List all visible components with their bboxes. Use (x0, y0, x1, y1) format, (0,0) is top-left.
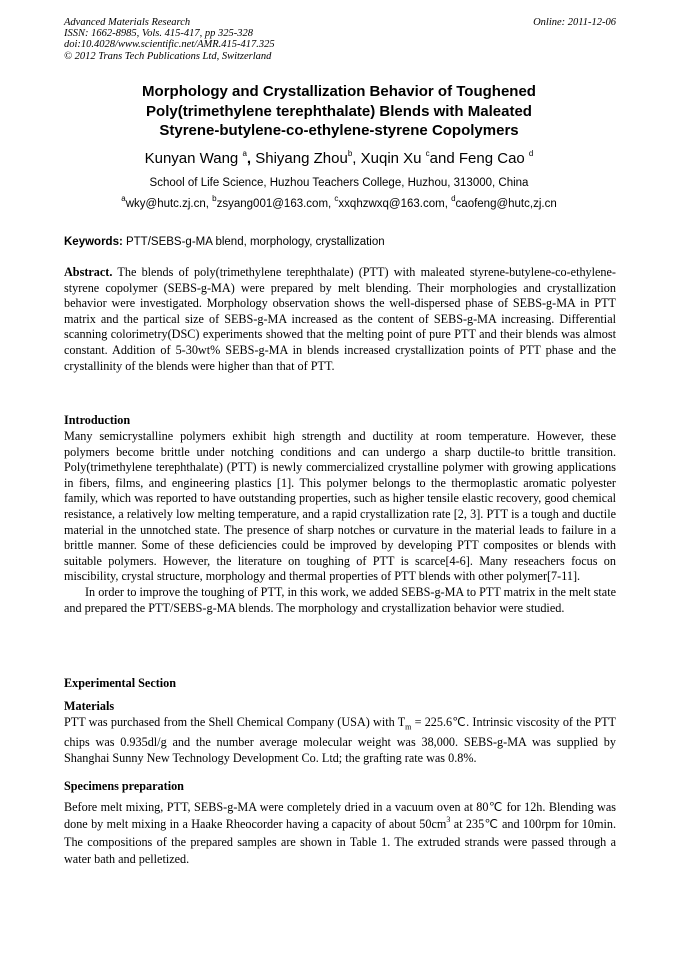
author-1: Kunyan Wang (144, 150, 243, 167)
affiliation: School of Life Science, Huzhou Teachers College, Huzhou, 313000, China (149, 177, 529, 189)
abstract-text: The blends of poly(trimethylene terephthalate) (PTT) with maleated styrene-butylene-co-ethylene-styrene copolymer (SEBS-g-MA) were prepared by melt blending. Their morphologies and crystallization behavior were investigated. Morphology observation shows the well-dispersed phase of SEBS-g-MA in PTT matrix and the partical size of SEBS-g-MA increased as the content of SEBS-g-MA increasing. Differential scanning colorimetry(DSC) experiments showed that the melting point of pure PTT and their blends was almost constant. Addition of 5-30wt% SEBS-g-MA in blends increased crystallization points of PTT phase and the crystallinity of the blends were higher than that of PTT. (64, 265, 616, 373)
prep-text-a: Before melt mixing, PTT, SEBS-g-MA were completely dried in a vacuum oven at 80℃ for 12h. Blending was done by melt mixing in a Haake Rheocorder having a capacity of about 50cm (64, 800, 616, 832)
materials-text (64, 715, 616, 766)
paper-title (60, 82, 618, 141)
materials-text-a: PTT was purchased from the Shell Chemical Company (USA) with T (64, 715, 406, 729)
author-3-mark: c (425, 149, 430, 158)
email-list (60, 194, 618, 212)
doi-line: doi:10.4028/www.scientific.net/AMR.415-417.325 (64, 39, 275, 51)
issn-line: ISSN: 1662-8985, Vols. 415-417, pp 325-328 (64, 28, 253, 40)
cm3-superscript: 3 (446, 815, 451, 825)
online-date: Online: 2011-12-06 (533, 17, 616, 28)
author-4: Feng Cao (458, 150, 529, 167)
author-separator: and (429, 150, 459, 167)
copyright-line: © 2012 Trans Tech Publications Ltd, Switzerland (64, 50, 272, 62)
title-line-1: Morphology and Crystallization Behavior of Toughened (142, 83, 536, 100)
journal-name: Advanced Materials Research (64, 17, 191, 28)
keywords (64, 235, 616, 249)
keywords-text: PTT/SEBS-g-MA blend, morphology, crystallization (122, 236, 385, 248)
author-3: Xuqin Xu (360, 150, 426, 167)
email-2-mark: b (212, 194, 217, 204)
introduction-paragraph-2: In order to improve the toughing of PTT, in this work, we added SEBS-g-MA to PTT matrix in the melt state and prepared the PTT/SEBS-g-MA blends. The morphology and crystallization behavior were studied. (64, 584, 616, 615)
author-2-mark: b (347, 149, 353, 158)
materials-text-b: = 225.6℃. Intrinsic viscosity of the PTT chips was 0.935dl/g and the number average molecular weight was 38,000. SEBS-g-MA was supplied by Shanghai Sunny New Technology Development Co. Ltd; the grafting rate was 0.8%. (64, 715, 616, 765)
experimental-heading: Experimental Section (64, 676, 177, 690)
specimens-preparation-text (64, 799, 616, 868)
tm-subscript: m (405, 722, 412, 732)
email-3[interactable]: xxqhzwxq@163.com, (338, 198, 452, 210)
email-2[interactable]: zsyang001@163.com, (216, 198, 335, 210)
introduction-heading: Introduction (64, 413, 131, 427)
title-line-2: Poly(trimethylene terephthalate) Blends with Maleated (146, 102, 532, 120)
abstract (64, 265, 616, 374)
title-line-3: Styrene-butylene-co-ethylene-styrene Copolymers (159, 122, 519, 139)
author-separator: , (352, 150, 361, 167)
author-list (60, 150, 618, 168)
email-1-mark: a (121, 194, 126, 204)
email-3-mark: c (334, 194, 339, 204)
introduction-body (64, 429, 616, 616)
specimens-preparation-heading: Specimens preparation (64, 779, 184, 793)
author-separator: , (246, 150, 256, 167)
prep-text-b: at 235℃ and 100rpm for 10min. The compositions of the prepared samples are shown in Table 1. The extruded strands were passed through a water bath and pelletized. (64, 817, 617, 866)
email-4-mark: d (451, 194, 456, 204)
journal-info (64, 17, 275, 62)
email-4[interactable]: caofeng@hutc,zj.cn (455, 198, 557, 210)
introduction-paragraph-1: Many semicrystalline polymers exhibit high strength and ductility at room temperature. However, these polymers become brittle under notching conditions and can undergo a sharp ductile-to brittle transition. Poly(trimethylene terephthalate) (PTT) is newly commercialized crystalline polymer with growing applications in fibers, films, and engineering plastics [1]. This polymer belongs to the thermoplastic aromatic polyester family, which was reported to have outstanding properties, such as higher tensile elastic recovery, good chemical resistance, a relatively low melting temperature, and a rapid crystallization rate [2, 3]. PTT is a tough and ductile material in the unnotched state. The presence of sharp notches or curvature in the material leads to failure in a brittle manner. Some of these deficiencies could be improved by developing PTT composites or blends with suitable polymers. However, the literature on toughing of PTT is scarce[4-6]. Many reseachers focus on miscibility, crystal structure, morphology and thermal properties of PTT blends with other polymer[7-11]. (64, 429, 616, 584)
email-1[interactable]: wky@hutc.zj.cn, (125, 198, 213, 210)
abstract-label: Abstract. (64, 265, 113, 279)
author-2: Shiyang Zhou (255, 150, 348, 167)
author-1-mark: a (242, 149, 247, 158)
materials-heading: Materials (64, 699, 115, 713)
keywords-label: Keywords: (64, 236, 123, 248)
author-4-mark: d (528, 149, 534, 158)
